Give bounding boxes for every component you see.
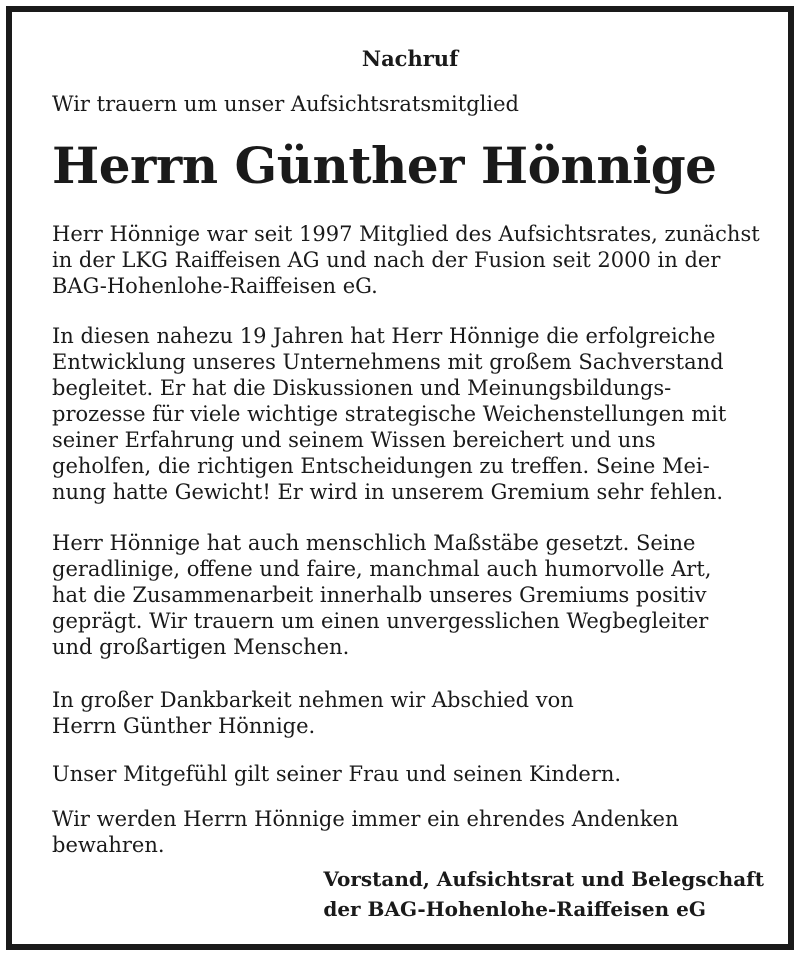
- obituary-frame: [6, 6, 794, 950]
- text-line: Unser Mitgefühl gilt seiner Frau und seinen Kindern.: [52, 762, 622, 786]
- text-line: geprägt. Wir trauern um einen unvergesslichen Wegbegleiter: [52, 609, 709, 633]
- text-line: bewahren.: [52, 833, 165, 857]
- paragraph-contribution: [52, 323, 768, 505]
- text-line: in der LKG Raiffeisen AG und nach der Fusion seit 2000 in der: [52, 248, 721, 272]
- text-line: nung hatte Gewicht! Er wird in unserem Gremium sehr fehlen.: [52, 480, 724, 504]
- paragraph-remembrance: [52, 806, 768, 858]
- deceased-name: Herrn Günther Hönnige: [52, 136, 717, 195]
- text-line: seiner Erfahrung und seinem Wissen bereichert und uns: [52, 428, 656, 452]
- text-line: In diesen nahezu 19 Jahren hat Herr Hönnige die erfolgreiche: [52, 324, 716, 348]
- obituary-heading: Nachruf: [361, 46, 459, 71]
- text-line: Herrn Günther Hönnige.: [52, 714, 316, 738]
- intro-line: Wir trauern um unser Aufsichtsratsmitglied: [52, 92, 519, 116]
- text-line: und großartigen Menschen.: [52, 635, 350, 659]
- text-line: Herr Hönnige hat auch menschlich Maßstäbe gesetzt. Seine: [52, 531, 696, 555]
- paragraph-farewell: [52, 687, 768, 739]
- text-line: Wir werden Herrn Hönnige immer ein ehrendes Andenken: [52, 807, 679, 831]
- text-line: Entwicklung unseres Unternehmens mit großem Sachverstand: [52, 350, 724, 374]
- text-line: Herr Hönnige war seit 1997 Mitglied des Aufsichtsrates, zunächst: [52, 222, 760, 246]
- paragraph-sympathy: [52, 761, 768, 787]
- signature-line: Vorstand, Aufsichtsrat und Belegschaft: [323, 867, 764, 891]
- paragraph-membership: [52, 221, 768, 299]
- text-line: In großer Dankbarkeit nehmen wir Abschied von: [52, 688, 574, 712]
- signature-line: der BAG-Hohenlohe-Raiffeisen eG: [323, 897, 706, 921]
- text-line: geradlinige, offene und faire, manchmal auch humorvolle Art,: [52, 557, 712, 581]
- signature-block: [323, 864, 764, 924]
- text-line: begleitet. Er hat die Diskussionen und Meinungsbildungs-: [52, 376, 672, 400]
- paragraph-character: [52, 530, 768, 660]
- text-line: hat die Zusammenarbeit innerhalb unseres Gremiums positiv: [52, 583, 707, 607]
- text-line: BAG-Hohenlohe-Raiffeisen eG.: [52, 274, 378, 298]
- text-line: prozesse für viele wichtige strategische Weichenstellungen mit: [52, 402, 727, 426]
- text-line: geholfen, die richtigen Entscheidungen zu treffen. Seine Mei-: [52, 454, 710, 478]
